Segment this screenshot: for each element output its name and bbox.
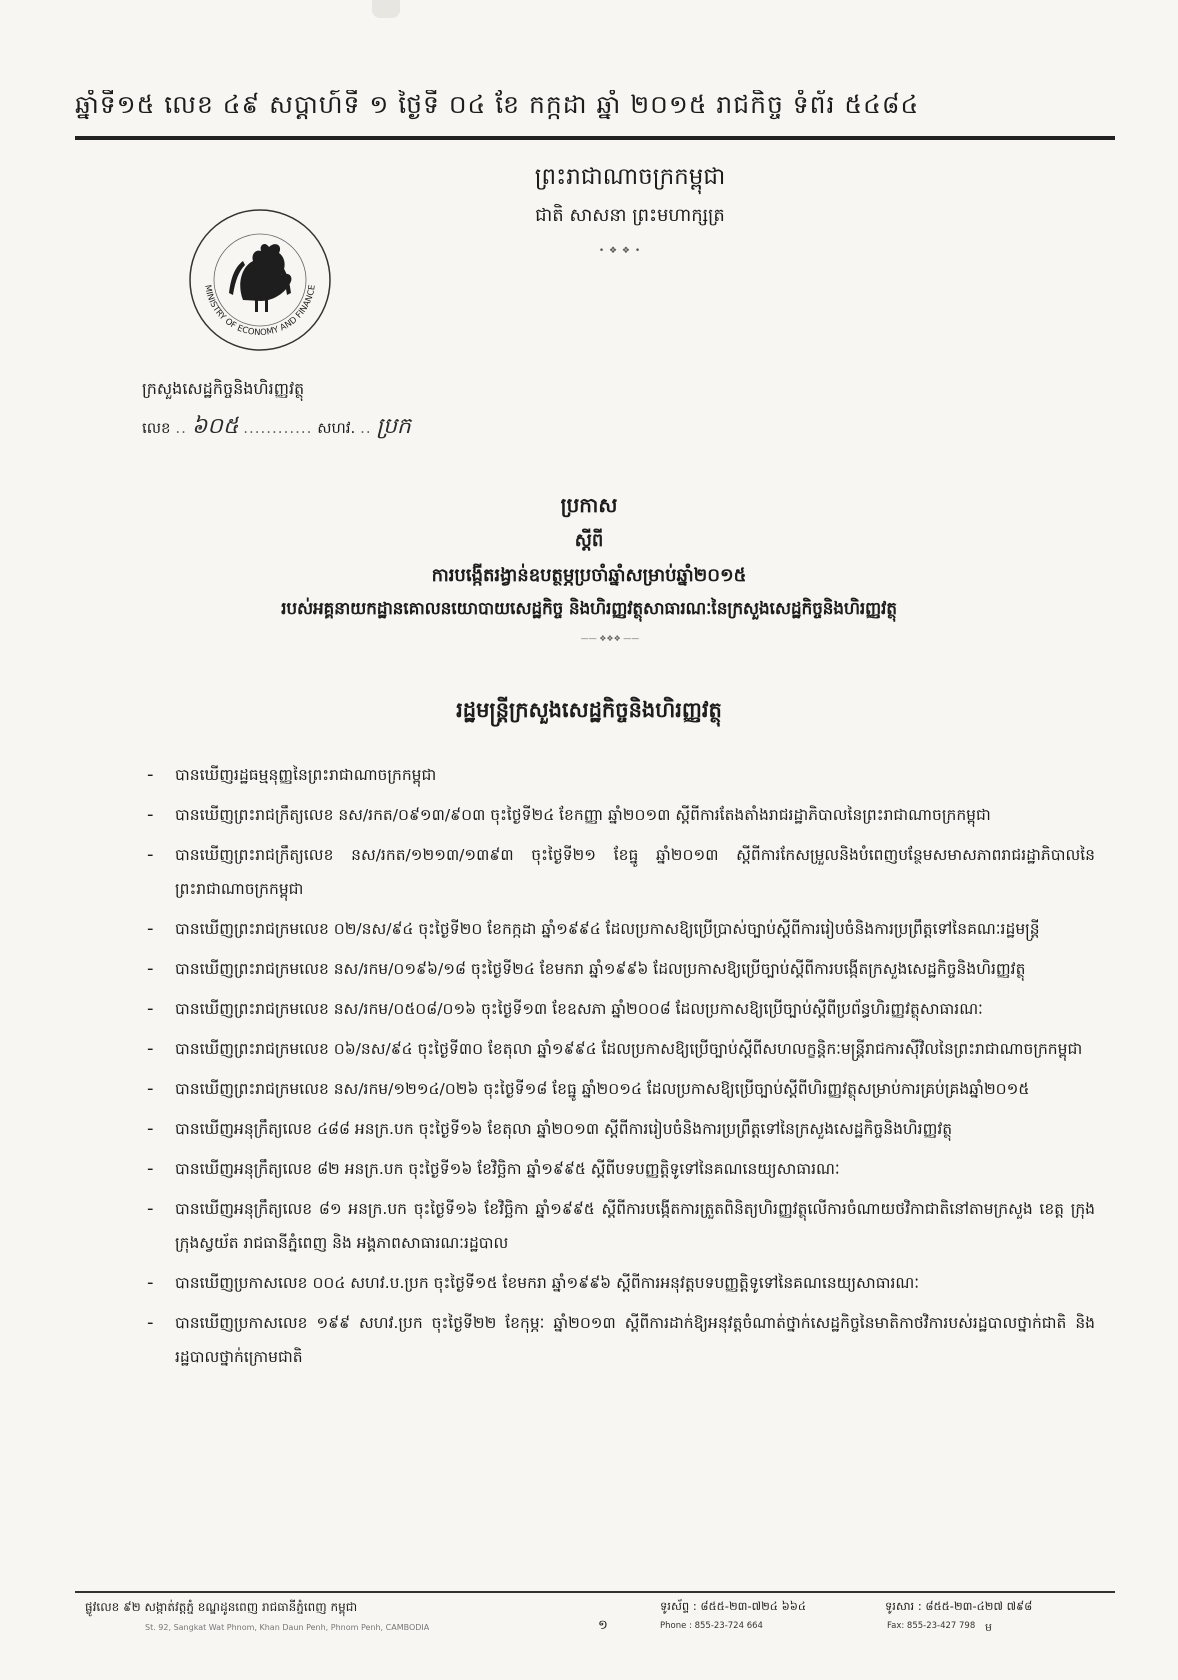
- consideration-item: - បានឃើញព្រះរាជក្រមលេខ ០៦/នស/៩៤ ចុះថ្ងៃទី៣០ ខែតុលា ឆ្នាំ១៩៩៤ ដែលប្រកាសឱ្យប្រើច្បាប់ស្ដីពីសហលក្ខន្តិកៈមន្ត្រីរាជការស៊ីវិលនៃព្រះរាជាណាចក្រកម្ពុជា: [145, 1032, 1095, 1066]
- rooster-emblem-icon: [229, 244, 291, 312]
- footer-fax-english: Fax: 855-23-427 798: [887, 1621, 976, 1631]
- ref-number-label: លេខ: [142, 419, 171, 437]
- ref-number-handwritten: ៦០៥: [191, 414, 239, 439]
- kingdom-title: ព្រះរាជាណាចក្រកម្ពុជា: [534, 164, 726, 190]
- header-rule: [75, 136, 1115, 140]
- ref-dots: ..: [360, 419, 372, 437]
- hole-punch-mark: [372, 0, 400, 18]
- handwritten-mark: ម: [985, 1621, 992, 1634]
- ref-suffix-label: សហវ.: [317, 419, 356, 437]
- footer-address-khmer: ផ្លូវលេខ ៩២ សង្កាត់វត្តភ្នំ ខណ្ឌដូនពេញ រាជធានីភ្នំពេញ កម្ពុជា: [85, 1600, 358, 1614]
- ref-suffix-handwritten: ប្រក: [376, 414, 411, 439]
- ref-dots: ............: [243, 419, 313, 437]
- ministry-seal: [185, 205, 335, 355]
- document-subject-line2: របស់អគ្គនាយកដ្ឋានគោលនយោបាយសេដ្ឋកិច្ច និងហិរញ្ញវត្ថុសាធារណៈនៃក្រសួងសេដ្ឋកិច្ចនិងហិរញ្ញវត្ថុ: [281, 599, 897, 619]
- footer-fax-khmer: ទូរសារ : ៨៥៥-២៣-៤២៧ ៧៩៨: [885, 1599, 1033, 1613]
- footer-phone-khmer: ទូរស័ព្ទ : ៨៥៥-២៣-៧២៤ ៦៦៤: [660, 1599, 807, 1613]
- consideration-item: - បានឃើញព្រះរាជក្រមលេខ នស/រកម/១២១៤/០២៦ ចុះថ្ងៃទី១៨ ខែធ្នូ ឆ្នាំ២០១៤ ដែលប្រកាសឱ្យប្រើច្បាប់ស្ដីពីហិរញ្ញវត្ថុសម្រាប់ការគ្រប់គ្រងឆ្នាំ២០១៥: [145, 1072, 1095, 1106]
- national-motto: ជាតិ សាសនា ព្រះមហាក្សត្រ: [535, 205, 725, 226]
- consideration-item: - បានឃើញអនុក្រឹត្យលេខ ៨២ អនក្រ.បក ចុះថ្ងៃទី១៦ ខែវិច្ឆិកា ឆ្នាំ១៩៩៥ ស្ដីពីបទបញ្ញត្តិទូទៅនៃគណនេយ្យសាធារណៈ: [145, 1152, 1095, 1186]
- consideration-item: - បានឃើញព្រះរាជក្រមលេខ នស/រកម/០១៩៦/១៨ ចុះថ្ងៃទី២៤ ខែមករា ឆ្នាំ១៩៩៦ ដែលប្រកាសឱ្យប្រើច្បាប់ស្ដីពីការបង្កើតក្រសួងសេដ្ឋកិច្ចនិងហិរញ្ញវត្ថុ: [145, 952, 1095, 986]
- consideration-item: - បានឃើញអនុក្រឹត្យលេខ ៤៨៨ អនក្រ.បក ចុះថ្ងៃទី១៦ ខែតុលា ឆ្នាំ២០១៣ ស្ដីពីការរៀបចំនិងការប្រព្រឹត្តទៅនៃក្រសួងសេដ្ឋកិច្ចនិងហិរញ្ញវត្ថុ: [145, 1112, 1095, 1146]
- consideration-item: - បានឃើញព្រះរាជក្រឹត្យលេខ នស/រកត/១២១៣/១៣៩៣ ចុះថ្ងៃទី២១ ខែធ្នូ ឆ្នាំ២០១៣ ស្ដីពីការកែសម្រួលនិងបំពេញបន្ថែមសមាសភាពរាជរដ្ឋាភិបាលនៃព្រះរាជាណាចក្រកម្ពុជា: [145, 838, 1095, 906]
- reference-number: [142, 412, 442, 444]
- consideration-item: - បានឃើញប្រកាសលេខ ០០៤ សហវ.ប.ប្រក ចុះថ្ងៃទី១៥ ខែមករា ឆ្នាំ១៩៩៦ ស្ដីពីការអនុវត្តបទបញ្ញត្តិទូទៅនៃគណនេយ្យសាធារណៈ: [145, 1266, 1095, 1300]
- consideration-item: - បានឃើញព្រះរាជក្រមលេខ ០២/នស/៩៤ ចុះថ្ងៃទី២០ ខែកក្កដា ឆ្នាំ១៩៩៤ ដែលប្រកាសឱ្យប្រើប្រាស់ច្បាប់ស្ដីពីការរៀបចំនិងការប្រព្រឹត្តទៅនៃគណៈរដ្ឋមន្ត្រី: [145, 912, 1095, 946]
- ministry-name: ក្រសួងសេដ្ឋកិច្ចនិងហិរញ្ញវត្ថុ: [142, 379, 305, 398]
- footer-address-english: St. 92, Sangkat Wat Phnom, Khan Daun Penh, Phnom Penh, CAMBODIA: [145, 1623, 430, 1632]
- considerations-list: [145, 758, 1095, 1380]
- gazette-header: ឆ្នាំទី១៥ លេខ ៤៩ សប្ដាហ៍ទី ១ ថ្ងៃទី ០៤ ខែ កក្កដា ឆ្នាំ ២០១៥ រាជកិច្ច ទំព័រ ៥៤៨៤: [75, 90, 920, 119]
- document-type: ប្រកាស: [560, 493, 618, 517]
- issuing-authority: រដ្ឋមន្ត្រីក្រសួងសេដ្ឋកិច្ចនិងហិរញ្ញវត្ថុ: [456, 697, 722, 722]
- consideration-item: - បានឃើញប្រកាសលេខ ១៩៩ សហវ.ប្រក ចុះថ្ងៃទី២២ ខែកុម្ភៈ ឆ្នាំ២០១៣ ស្ដីពីការដាក់ឱ្យអនុវត្តចំណាត់ថ្នាក់សេដ្ឋកិច្ចនៃមាតិកាថវិការបស់រដ្ឋបាលថ្នាក់ជាតិ និងរដ្ឋបាលថ្នាក់ក្រោមជាតិ: [145, 1306, 1095, 1374]
- document-about: ស្ដីពី: [574, 530, 604, 551]
- consideration-item: - បានឃើញរដ្ឋធម្មនុញ្ញនៃព្រះរាជាណាចក្រកម្ពុជា: [145, 758, 1095, 792]
- consideration-item: - បានឃើញព្រះរាជក្រមលេខ នស/រកម/០៥០៨/០១៦ ចុះថ្ងៃទី១៣ ខែឧសភា ឆ្នាំ២០០៨ ដែលប្រកាសឱ្យប្រើច្បាប់ស្ដីពីប្រព័ន្ធហិរញ្ញវត្ថុសាធារណៈ: [145, 992, 1095, 1026]
- consideration-item: - បានឃើញព្រះរាជក្រឹត្យលេខ នស/រកត/០៩១៣/៩០៣ ចុះថ្ងៃទី២៤ ខែកញ្ញា ឆ្នាំ២០១៣ ស្ដីពីការតែងតាំងរាជរដ្ឋាភិបាលនៃព្រះរាជាណាចក្រកម្ពុជា: [145, 798, 1095, 832]
- document-subject-line1: ការបង្កើតរង្វាន់ឧបត្ថម្ភប្រចាំឆ្នាំសម្រាប់ឆ្នាំ២០១៥: [431, 565, 747, 586]
- consideration-item: - បានឃើញអនុក្រឹត្យលេខ ៨១ អនក្រ.បក ចុះថ្ងៃទី១៦ ខែវិច្ឆិកា ឆ្នាំ១៩៩៥ ស្ដីពីការបង្កើតការត្រួតពិនិត្យហិរញ្ញវត្ថុលើការចំណាយថវិកាជាតិនៅតាមក្រសួង ខេត្ត ក្រុង ក្រុងស្វយ័ត រាជធានីភ្នំពេញ និង អង្គភាពសាធារណៈរដ្ឋបាល: [145, 1192, 1095, 1260]
- page-number: ១: [598, 1618, 608, 1633]
- title-ornament: —— ❖❖❖ ——: [580, 634, 640, 643]
- motto-ornament: • ❖ ❖ •: [598, 246, 642, 256]
- footer-phone-english: Phone : 855-23-724 664: [660, 1621, 763, 1631]
- seal-text-english: MINISTRY OF ECONOMY AND FINANCE: [202, 284, 318, 339]
- footer-rule: [75, 1591, 1115, 1593]
- ref-dots: ..: [175, 419, 187, 437]
